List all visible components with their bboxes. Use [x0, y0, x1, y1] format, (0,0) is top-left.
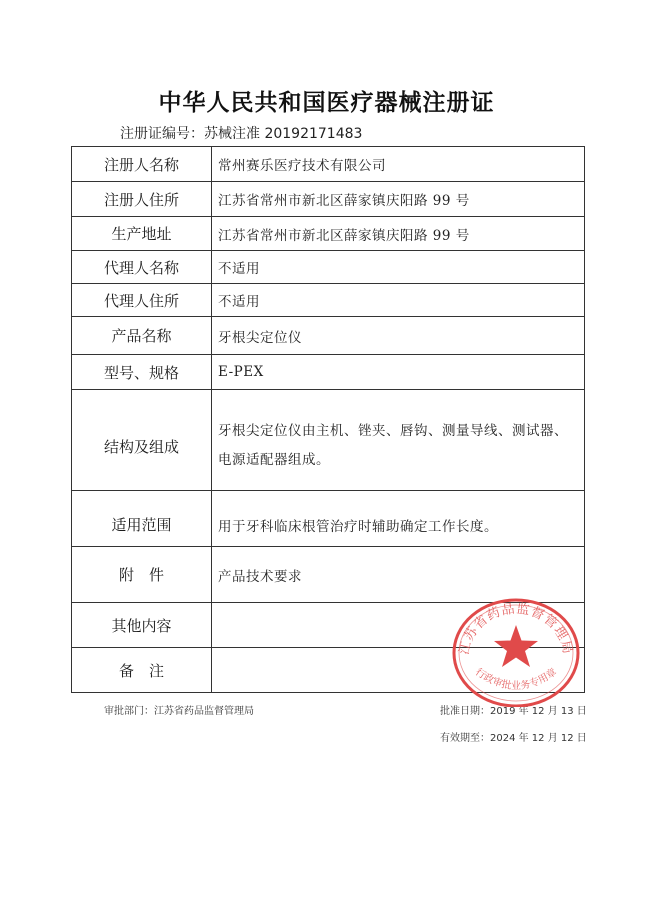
row-value: 用于牙科临床根管治疗时辅助确定工作长度。	[212, 491, 585, 547]
row-label: 其他内容	[72, 603, 212, 648]
row-label: 生产地址	[72, 217, 212, 251]
row-label: 产品名称	[72, 317, 212, 355]
row-label: 代理人住所	[72, 284, 212, 317]
row-value: 牙根尖定位仪	[212, 317, 585, 355]
row-value: 江苏省常州市新北区薛家镇庆阳路 99 号	[212, 182, 585, 217]
table-row	[72, 390, 585, 491]
table-row	[72, 182, 585, 217]
registration-number: 注册证编号：苏械注准 20192171483	[120, 126, 363, 142]
certificate-title: 中华人民共和国医疗器械注册证	[158, 90, 495, 116]
row-label: 附 件	[72, 547, 212, 603]
seal-star-icon	[494, 625, 538, 667]
table-row	[72, 355, 585, 390]
row-label: 备 注	[72, 648, 212, 693]
seal-arc-bottom-text	[473, 665, 559, 692]
row-value: 不适用	[212, 251, 585, 284]
table-row	[72, 284, 585, 317]
table-row	[72, 147, 585, 182]
seal-top-text: 江苏省药品监督管理局	[456, 601, 576, 657]
table-row	[72, 317, 585, 355]
row-value: 产品技术要求	[212, 547, 585, 603]
table-row	[72, 251, 585, 284]
seal-bottom-text: 行政审批业务专用章	[473, 666, 559, 692]
row-value: 江苏省常州市新北区薛家镇庆阳路 99 号	[212, 217, 585, 251]
row-label: 结构及组成	[72, 390, 212, 491]
row-value	[212, 390, 585, 491]
row-label: 代理人名称	[72, 251, 212, 284]
official-seal	[448, 595, 584, 707]
approving-department: 审批部门：江苏省药品监督管理局	[104, 706, 254, 717]
approval-date: 批准日期：2019 年 12 月 13 日	[440, 706, 587, 717]
row-label: 适用范围	[72, 491, 212, 547]
structure-text: 牙根尖定位仪由主机、锉夹、唇钩、测量导线、测试器、电源适配器组成。	[218, 423, 568, 468]
row-label: 注册人名称	[72, 147, 212, 182]
row-value: E-PEX	[212, 355, 585, 390]
table-row	[72, 491, 585, 547]
expiry-date: 有效期至：2024 年 12 月 12 日	[440, 733, 587, 744]
row-value: 不适用	[212, 284, 585, 317]
row-value: 常州赛乐医疗技术有限公司	[212, 147, 585, 182]
row-label: 注册人住所	[72, 182, 212, 217]
row-label: 型号、规格	[72, 355, 212, 390]
table-row	[72, 217, 585, 251]
